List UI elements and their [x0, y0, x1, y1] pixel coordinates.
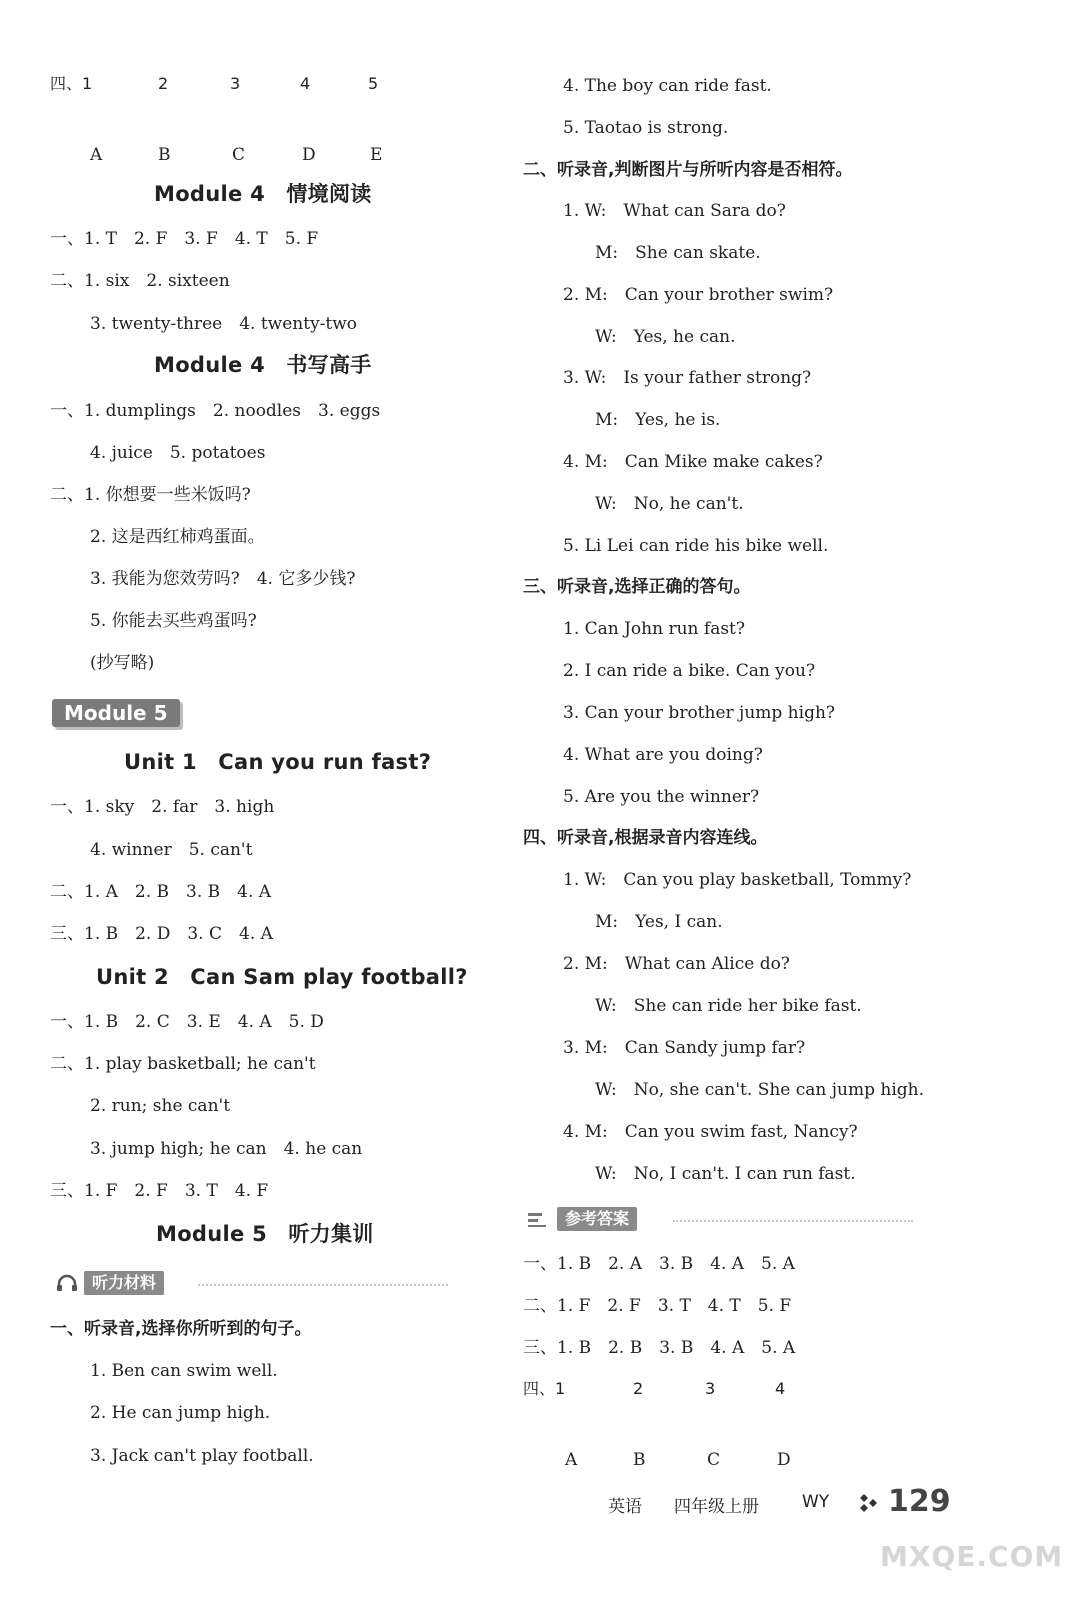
page-number: 129: [888, 1484, 951, 1519]
module4-reading-title: Module 4 情境阅读: [154, 182, 372, 206]
right-sec4-num: 3: [705, 1379, 716, 1398]
dialogue-line: 1. W: Can you play basketball, Tommy?: [563, 870, 912, 890]
listening-sentence: 2. I can ride a bike. Can you?: [563, 661, 816, 681]
listening-section-heading: 三、听录音,选择正确的答句。: [523, 577, 751, 597]
answer-line: 三、1. F 2. F 3. T 4. F: [50, 1181, 269, 1201]
module5-listening-title: Module 5 听力集训: [156, 1222, 374, 1246]
answer-line: 二、1. F 2. F 3. T 4. T 5. F: [523, 1296, 792, 1316]
answer-line: 三、1. B 2. B 3. B 4. A 5. A: [523, 1338, 796, 1358]
left-sec4-letter: C: [232, 145, 246, 165]
watermark: MXQE.COM: [880, 1540, 1064, 1573]
answer-icon: [527, 1210, 551, 1228]
left-sec4-letter: D: [302, 145, 316, 165]
left-sec4-label: 四、1: [50, 74, 93, 93]
right-sec4-num: 2: [633, 1379, 644, 1398]
dialogue-line: 4. M: Can you swim fast, Nancy?: [563, 1122, 858, 1142]
dialogue-line: M: Yes, he is.: [595, 410, 721, 430]
dialogue-line: 4. M: Can Mike make cakes?: [563, 452, 823, 472]
listening-sentence: 4. What are you doing?: [563, 745, 763, 765]
right-sec4-label: 四、1: [523, 1379, 566, 1398]
dialogue-line: W: Yes, he can.: [595, 327, 736, 347]
left-sec4-num: 4: [300, 74, 311, 93]
left-sec4-num: 2: [158, 74, 169, 93]
divider: [198, 1284, 448, 1286]
right-sec4-letter: B: [633, 1450, 646, 1470]
answer-line: 3. jump high; he can 4. he can: [90, 1139, 363, 1159]
listening-sentence: 1. Can John run fast?: [563, 619, 745, 639]
dialogue-line: W: She can ride her bike fast.: [595, 996, 862, 1016]
listening-sentence: 3. Can your brother jump high?: [563, 703, 836, 723]
answer-line: 3. twenty-three 4. twenty-two: [90, 314, 358, 334]
answer-note: (抄写略): [90, 653, 155, 673]
divider: [673, 1220, 913, 1222]
answer-line: 2. run; she can't: [90, 1096, 231, 1116]
right-sec4-num: 4: [775, 1379, 786, 1398]
dialogue-line: 2. M: Can your brother swim?: [563, 285, 834, 305]
listening-section-heading: 二、听录音,判断图片与所听内容是否相符。: [523, 160, 853, 180]
answer-line: 5. 你能去买些鸡蛋吗?: [90, 611, 257, 631]
answer-line: 二、1. six 2. sixteen: [50, 271, 230, 291]
dialogue-line: W: No, I can't. I can run fast.: [595, 1164, 856, 1184]
answer-line: 3. 我能为您效劳吗? 4. 它多少钱?: [90, 569, 356, 589]
headphones-icon: [56, 1274, 78, 1292]
listening-sentence: 5. Taotao is strong.: [563, 118, 729, 138]
listening-sentence: 2. He can jump high.: [90, 1403, 271, 1423]
answer-line: 一、1. B 2. C 3. E 4. A 5. D: [50, 1012, 324, 1032]
answer-line: 2. 这是西红柿鸡蛋面。: [90, 527, 265, 547]
answer-line: 4. winner 5. can't: [90, 840, 253, 860]
answer-line: 二、1. A 2. B 3. B 4. A: [50, 882, 272, 902]
listening-section-heading: 一、听录音,选择你所听到的句子。: [50, 1319, 312, 1339]
answer-line: 二、1. 你想要一些米饭吗?: [50, 485, 251, 505]
listening-sentence: 1. Ben can swim well.: [90, 1361, 278, 1381]
answer-line: 二、1. play basketball; he can't: [50, 1054, 316, 1074]
left-sec4-letter: B: [158, 145, 171, 165]
dialogue-line: 3. M: Can Sandy jump far?: [563, 1038, 806, 1058]
answer-line: 一、1. T 2. F 3. F 4. T 5. F: [50, 229, 319, 249]
dialogue-line: 3. W: Is your father strong?: [563, 368, 812, 388]
footer-edition: WY: [802, 1492, 830, 1512]
dialogue-line: M: She can skate.: [595, 243, 761, 263]
listening-material-tag: 听力材料: [84, 1271, 164, 1295]
listening-sentence: 3. Jack can't play football.: [90, 1446, 314, 1466]
listening-sentence: 4. The boy can ride fast.: [563, 76, 772, 96]
footer-subject: 英语: [608, 1497, 642, 1517]
answer-key-tag: 参考答案: [557, 1207, 637, 1231]
left-sec4-num: 5: [368, 74, 379, 93]
dialogue-line: W: No, she can't. She can jump high.: [595, 1080, 925, 1100]
answer-line: 一、1. dumplings 2. noodles 3. eggs: [50, 401, 381, 421]
left-sec4-num: 3: [230, 74, 241, 93]
answer-line: 一、1. sky 2. far 3. high: [50, 797, 275, 817]
unit2-title: Unit 2 Can Sam play football?: [96, 965, 468, 989]
listening-sentence: 5. Are you the winner?: [563, 787, 760, 807]
left-sec4-letter: A: [90, 145, 103, 165]
answer-line: 一、1. B 2. A 3. B 4. A 5. A: [523, 1254, 795, 1274]
dialogue-line: 2. M: What can Alice do?: [563, 954, 790, 974]
listening-sentence: 5. Li Lei can ride his bike well.: [563, 536, 829, 556]
left-sec4-letter: E: [370, 145, 383, 165]
answer-line: 4. juice 5. potatoes: [90, 443, 266, 463]
module5-tag: Module 5: [52, 699, 180, 727]
footer-grade: 四年级上册: [674, 1497, 759, 1517]
dialogue-line: M: Yes, I can.: [595, 912, 723, 932]
diamond-ornament-icon: [858, 1492, 880, 1514]
right-sec4-letter: A: [565, 1450, 578, 1470]
listening-section-heading: 四、听录音,根据录音内容连线。: [523, 828, 768, 848]
module4-writing-title: Module 4 书写高手: [154, 353, 372, 377]
unit1-title: Unit 1 Can you run fast?: [124, 750, 432, 774]
answer-line: 三、1. B 2. D 3. C 4. A: [50, 924, 273, 944]
right-sec4-letter: C: [707, 1450, 721, 1470]
right-sec4-letter: D: [777, 1450, 791, 1470]
dialogue-line: W: No, he can't.: [595, 494, 744, 514]
dialogue-line: 1. W: What can Sara do?: [563, 201, 786, 221]
